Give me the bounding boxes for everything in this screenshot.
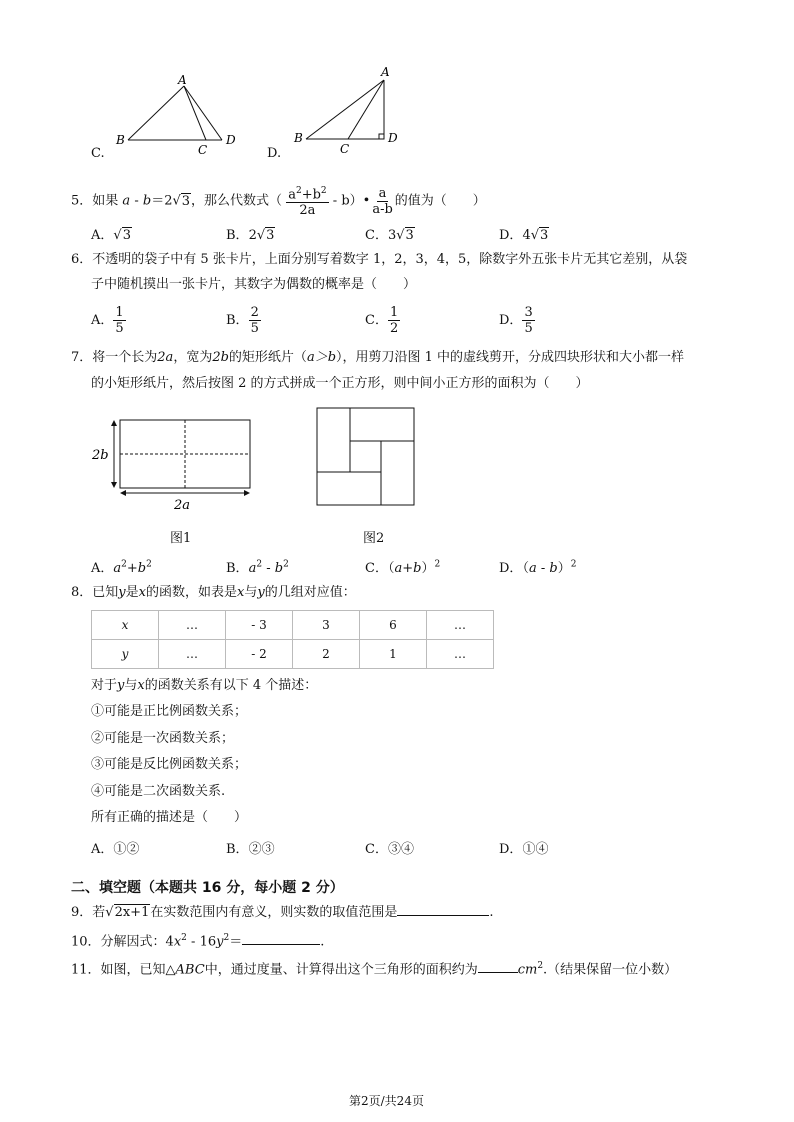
table-cell: 3 — [293, 611, 360, 640]
question-7-line-1: 7．将一个长为2a，宽为2b的矩形纸片（a＞b），用剪刀沿图 1 中的虚线剪开，分成四块形状和大小都一样 — [71, 350, 685, 365]
question-9-text: 9．若√2x+1在实数范围内有意义，则实数的取值范围是 . — [71, 902, 494, 921]
question-7-line-2: 的小矩形纸片，然后按图 2 的方式拼成一个正方形，则中间小正方形的面积为（ ） — [91, 376, 589, 391]
table-row — [92, 611, 494, 640]
fraction-expression-2: $\frac{a}{a-b}$ — [372, 185, 393, 217]
table-cell: … — [427, 611, 494, 640]
q6-option-d[interactable]: D． $\frac{3}{5}$ — [499, 305, 533, 336]
table-cell: … — [427, 640, 494, 669]
width-arrow-left — [120, 490, 126, 496]
right-angle-mark — [379, 134, 384, 139]
q11-answer-blank[interactable] — [478, 959, 518, 973]
question-8-intro: 8．已知y是x的函数，如表是x与y的几组对应值： — [71, 585, 356, 600]
statement-1: ①可能是正比例函数关系； — [91, 704, 248, 719]
figure-2-caption: 图2 — [363, 531, 385, 546]
q6-option-a[interactable]: A． $\frac{1}{5}$ — [91, 305, 124, 336]
figure-2-square — [312, 404, 420, 508]
question-10-text: 10．分解因式：$4x^2 - 16y^2=$ . — [71, 933, 325, 950]
q7-option-b[interactable]: B．$a^2 - b^2$ — [226, 559, 289, 576]
triangle-figure-d — [288, 62, 418, 157]
width-label: 2a — [174, 498, 191, 513]
statement-3: ③可能是反比例函数关系； — [91, 757, 248, 772]
fraction-expression-1: $\frac{a^2+b^2}{2a}$ — [288, 186, 327, 219]
vertex-c-label: C — [198, 143, 208, 155]
height-label: 2b — [92, 448, 109, 463]
vertex-c-label: C — [340, 142, 350, 156]
figure-1-caption: 图1 — [170, 531, 192, 546]
q5-option-a[interactable]: A．√3 — [91, 228, 131, 243]
q7-option-a[interactable]: A．$a^2+b^2$ — [91, 559, 152, 576]
table-cell: x — [92, 611, 159, 640]
vertex-a-label: A — [178, 73, 187, 87]
q8-option-a[interactable]: A．①② — [91, 842, 140, 857]
question-11-text: 11．如图，已知△ABC中，通过度量、计算得出这个三角形的面积约为 $cm^2$.（结果保留一位小数） — [71, 961, 678, 978]
option-d-label: D. — [267, 146, 282, 161]
height-arrow-bottom — [111, 482, 117, 488]
outer-square — [317, 408, 414, 505]
xy-value-table — [91, 610, 494, 669]
table-cell: y — [92, 640, 159, 669]
segment-ac — [348, 80, 384, 139]
question-6-line-1: 6．不透明的袋子中有 5 张卡片，上面分别写着数字 1，2，3，4，5，除数字外五张卡片无其它差别，从袋 — [71, 252, 688, 267]
q8-option-d[interactable]: D．①④ — [499, 842, 549, 857]
vertex-a-label: A — [381, 65, 390, 79]
table-cell: 2 — [293, 640, 360, 669]
q8-option-c[interactable]: C．③④ — [365, 842, 414, 857]
vertex-b-label: B — [116, 133, 125, 147]
table-cell: 1 — [360, 640, 427, 669]
option-c-label: C. — [91, 146, 105, 161]
triangle-figure-c — [110, 70, 250, 155]
edge-ab — [306, 80, 384, 139]
table-row — [92, 640, 494, 669]
q5-option-c[interactable]: C．3√3 — [365, 228, 414, 243]
q5-option-b[interactable]: B．2√3 — [226, 228, 275, 243]
q8-option-b[interactable]: B．②③ — [226, 842, 275, 857]
vertex-d-label: D — [226, 133, 236, 147]
q5-option-d[interactable]: D．4√3 — [499, 228, 549, 243]
table-cell: - 2 — [226, 640, 293, 669]
figure-1-rectangle — [88, 412, 258, 517]
question-8-ask: 所有正确的描述是（ ） — [91, 810, 248, 825]
statement-2: ②可能是一次函数关系； — [91, 731, 235, 746]
section-2-heading: 二、填空题（本题共 16 分，每小题 2 分） — [71, 880, 344, 896]
page-number: 第2页/共24页 — [349, 1094, 424, 1108]
table-cell: … — [159, 640, 226, 669]
q7-option-d[interactable]: D．（a - b）$^2$ — [499, 559, 577, 576]
statement-4: ④可能是二次函数关系. — [91, 784, 226, 799]
q9-answer-blank[interactable] — [397, 902, 489, 916]
q10-answer-blank[interactable] — [242, 931, 320, 945]
edge-ab — [128, 86, 184, 140]
table-cell: - 3 — [226, 611, 293, 640]
question-5-text: 5．如果 a - b＝2√3，那么代数式（ $\frac{a^2+b^2}{2a}$ - b）• $\frac{a}{a-b}$ 的值为（ ） — [71, 185, 486, 219]
width-arrow-right — [244, 490, 250, 496]
table-cell: 6 — [360, 611, 427, 640]
vertex-d-label: D — [388, 131, 398, 145]
question-8-description: 对于y与x的函数关系有以下 4 个描述： — [91, 678, 318, 693]
q7-option-c[interactable]: C．$(a+b)^2$ — [365, 559, 441, 576]
question-6-line-2: 子中随机摸出一张卡片，其数字为偶数的概率是（ ） — [91, 277, 417, 292]
q6-option-b[interactable]: B． $\frac{2}{5}$ — [226, 305, 259, 336]
vertex-b-label: B — [294, 131, 303, 145]
height-arrow-top — [111, 420, 117, 426]
table-cell: … — [159, 611, 226, 640]
q6-option-c[interactable]: C． $\frac{1}{2}$ — [365, 305, 399, 336]
